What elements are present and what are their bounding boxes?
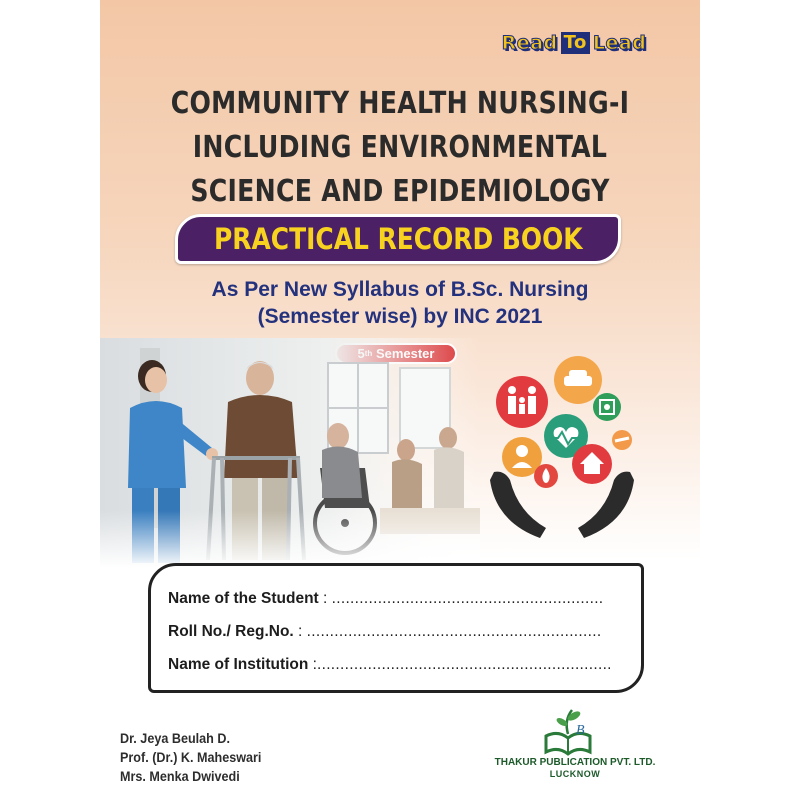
title-line-2: INCLUDING ENVIRONMENTAL	[192, 130, 608, 165]
house-icon	[572, 444, 612, 484]
svg-text:B: B	[576, 723, 585, 738]
record-book-banner	[175, 214, 621, 264]
form-separator: :	[318, 590, 332, 607]
roll-no-field[interactable]: ................................................................	[306, 623, 602, 640]
author-2: Prof. (Dr.) K. Maheswari	[120, 749, 262, 765]
syllabus-line-1: As Per New Syllabus of B.Sc. Nursing	[211, 278, 589, 301]
read-to-lead-logo	[472, 30, 676, 56]
title-line-3: SCIENCE AND EPIDEMIOLOGY	[190, 174, 610, 209]
student-name-label: Name of the Student	[168, 590, 319, 607]
logo-text-lead: Lead	[592, 32, 647, 54]
institution-field[interactable]: ................................................................	[316, 656, 612, 673]
nurse-elderly-care-photo	[100, 338, 480, 568]
safe-icon	[593, 393, 621, 421]
syllabus-subtitle	[100, 276, 700, 330]
form-row-roll-no[interactable]	[168, 623, 638, 641]
roll-no-label: Roll No./ Reg.No.	[168, 623, 294, 640]
form-separator: :	[308, 656, 317, 673]
form-row-student-name[interactable]	[168, 590, 638, 608]
syllabus-line-2: (Semester wise) by INC 2021	[257, 305, 543, 328]
logo-text-read: Read	[501, 32, 558, 54]
form-row-institution[interactable]	[168, 656, 638, 674]
publisher-book-logo	[538, 706, 598, 758]
publisher-name: THAKUR PUBLICATION PVT. LTD.	[494, 757, 656, 768]
title-line-1: COMMUNITY HEALTH NURSING-I	[170, 86, 630, 121]
book-title	[148, 82, 652, 214]
book-cover	[100, 0, 700, 800]
hand-helping-icon	[612, 430, 632, 450]
authors-list	[120, 729, 261, 786]
logo-text-to: To	[561, 32, 590, 54]
car-icon	[554, 356, 602, 404]
fire-icon	[534, 464, 558, 488]
author-1: Dr. Jeya Beulah D.	[120, 730, 230, 746]
form-separator: :	[293, 623, 307, 640]
institution-label: Name of Institution	[168, 656, 309, 673]
author-3: Mrs. Menka Dwivedi	[120, 768, 240, 784]
publisher-city: LUCKNOW	[549, 769, 601, 779]
banner-text: PRACTICAL RECORD BOOK	[213, 222, 583, 256]
care-hands-icon	[482, 352, 642, 542]
student-name-field[interactable]: ...........................................................	[331, 590, 604, 607]
family-icon	[496, 376, 548, 428]
